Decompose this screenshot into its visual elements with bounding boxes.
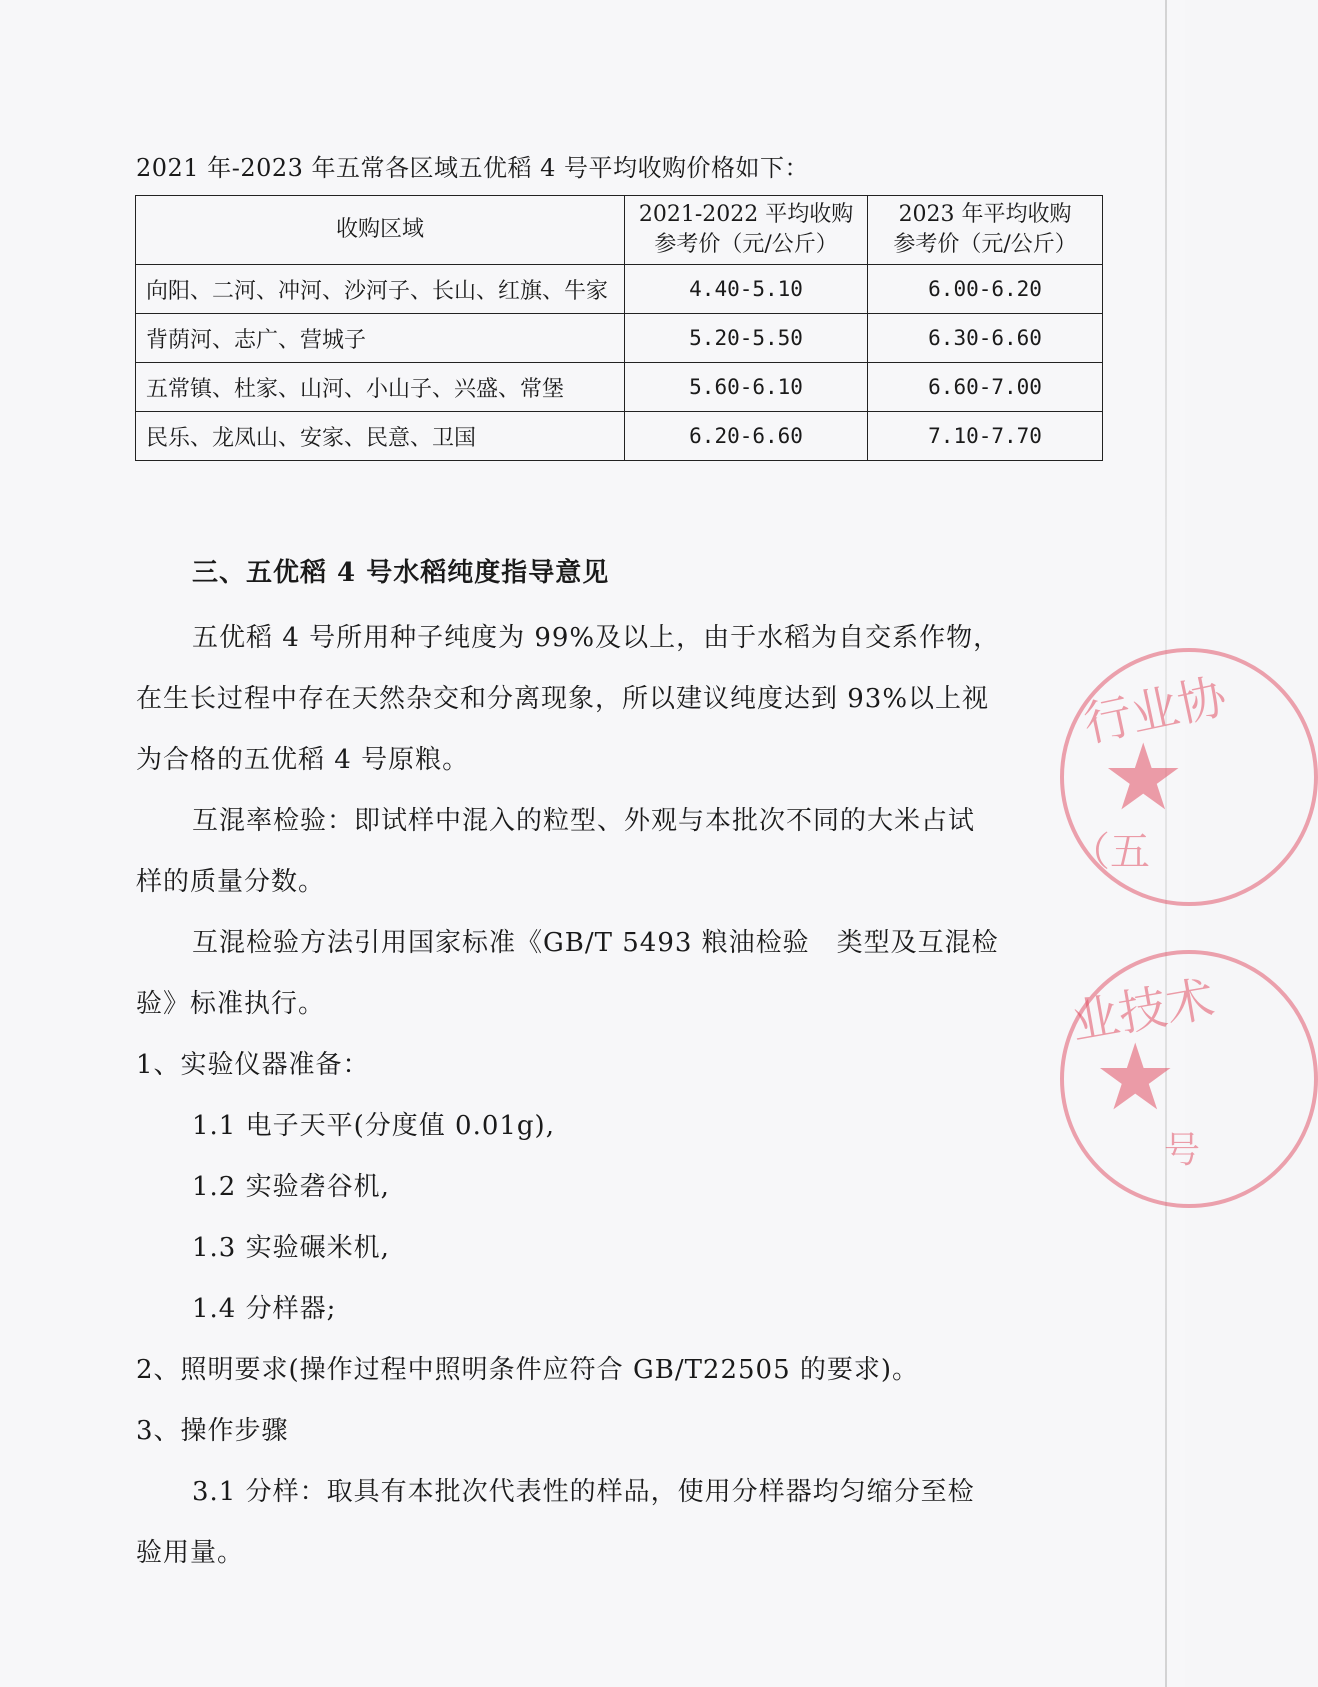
area-cell: 向阳、二河、冲河、沙河子、长山、红旗、牛家 (136, 265, 625, 314)
paragraph-line: 互混率检验：即试样中混入的粒型、外观与本批次不同的大米占试 (192, 806, 976, 836)
list-subitem: 1.1 电子天平(分度值 0.01g), (192, 1111, 555, 1141)
area-cell: 民乐、龙凤山、安家、民意、卫国 (136, 412, 625, 461)
price-2021-2022-cell: 4.40-5.10 (624, 265, 867, 314)
price-table (135, 195, 1103, 461)
area-cell: 背荫河、志广、营城子 (136, 314, 625, 363)
paragraph-line: 在生长过程中存在天然杂交和分离现象，所以建议纯度达到 93%以上视 (136, 684, 990, 714)
list-item: 2、照明要求(操作过程中照明条件应符合 GB/T22505 的要求)。 (136, 1355, 920, 1385)
official-seal (1060, 648, 1318, 906)
seal-text: （五 (1070, 829, 1150, 875)
header-area: 收购区域 (136, 196, 625, 265)
star-icon: ★ (1102, 724, 1185, 831)
price-2023-cell: 7.10-7.70 (868, 412, 1103, 461)
area-cell: 五常镇、杜家、山河、小山子、兴盛、常堡 (136, 363, 625, 412)
seal-text: 业技术 (1067, 970, 1219, 1052)
star-icon: ★ (1094, 1024, 1177, 1131)
paragraph-line: 验用量。 (136, 1538, 245, 1568)
price-2021-2022-cell: 5.60-6.10 (624, 363, 867, 412)
table-row (136, 314, 1103, 363)
paragraph-line: 3.1 分样：取具有本批次代表性的样品，使用分样器均匀缩分至检 (192, 1477, 975, 1507)
seal-text: 号 (1164, 1130, 1201, 1171)
paragraph-line: 五优稻 4 号所用种子纯度为 99%及以上，由于水稻为自交系作物， (192, 623, 1001, 653)
seal-text: 行业协 (1078, 668, 1232, 754)
price-2023-cell: 6.30-6.60 (868, 314, 1103, 363)
official-seal (1060, 950, 1318, 1208)
list-subitem: 1.2 实验砻谷机, (192, 1172, 390, 1202)
price-2021-2022-cell: 6.20-6.60 (624, 412, 867, 461)
list-item: 3、操作步骤 (136, 1416, 289, 1446)
header-2023: 2023 年平均收购 参考价（元/公斤） (868, 196, 1103, 265)
header-2021-2022: 2021-2022 平均收购 参考价（元/公斤） (624, 196, 867, 265)
paragraph-line: 样的质量分数。 (136, 867, 326, 897)
paragraph-line: 互混检验方法引用国家标准《GB/T 5493 粮油检验 类型及互混检 (192, 928, 999, 958)
table-row (136, 363, 1103, 412)
price-2021-2022-cell: 5.20-5.50 (624, 314, 867, 363)
table-header-row (136, 196, 1103, 265)
list-item: 1、实验仪器准备： (136, 1050, 370, 1080)
list-subitem: 1.4 分样器; (192, 1294, 337, 1324)
list-subitem: 1.3 实验碾米机, (192, 1233, 390, 1263)
table-row (136, 412, 1103, 461)
price-2023-cell: 6.00-6.20 (868, 265, 1103, 314)
paragraph-line: 为合格的五优稻 4 号原粮。 (136, 745, 470, 775)
paragraph-line: 验》标准执行。 (136, 989, 326, 1019)
table-intro: 2021 年-2023 年五常各区域五优稻 4 号平均收购价格如下： (136, 154, 810, 182)
price-2023-cell: 6.60-7.00 (868, 363, 1103, 412)
section-heading: 三、五优稻 4 号水稻纯度指导意见 (192, 558, 610, 588)
table-row (136, 265, 1103, 314)
